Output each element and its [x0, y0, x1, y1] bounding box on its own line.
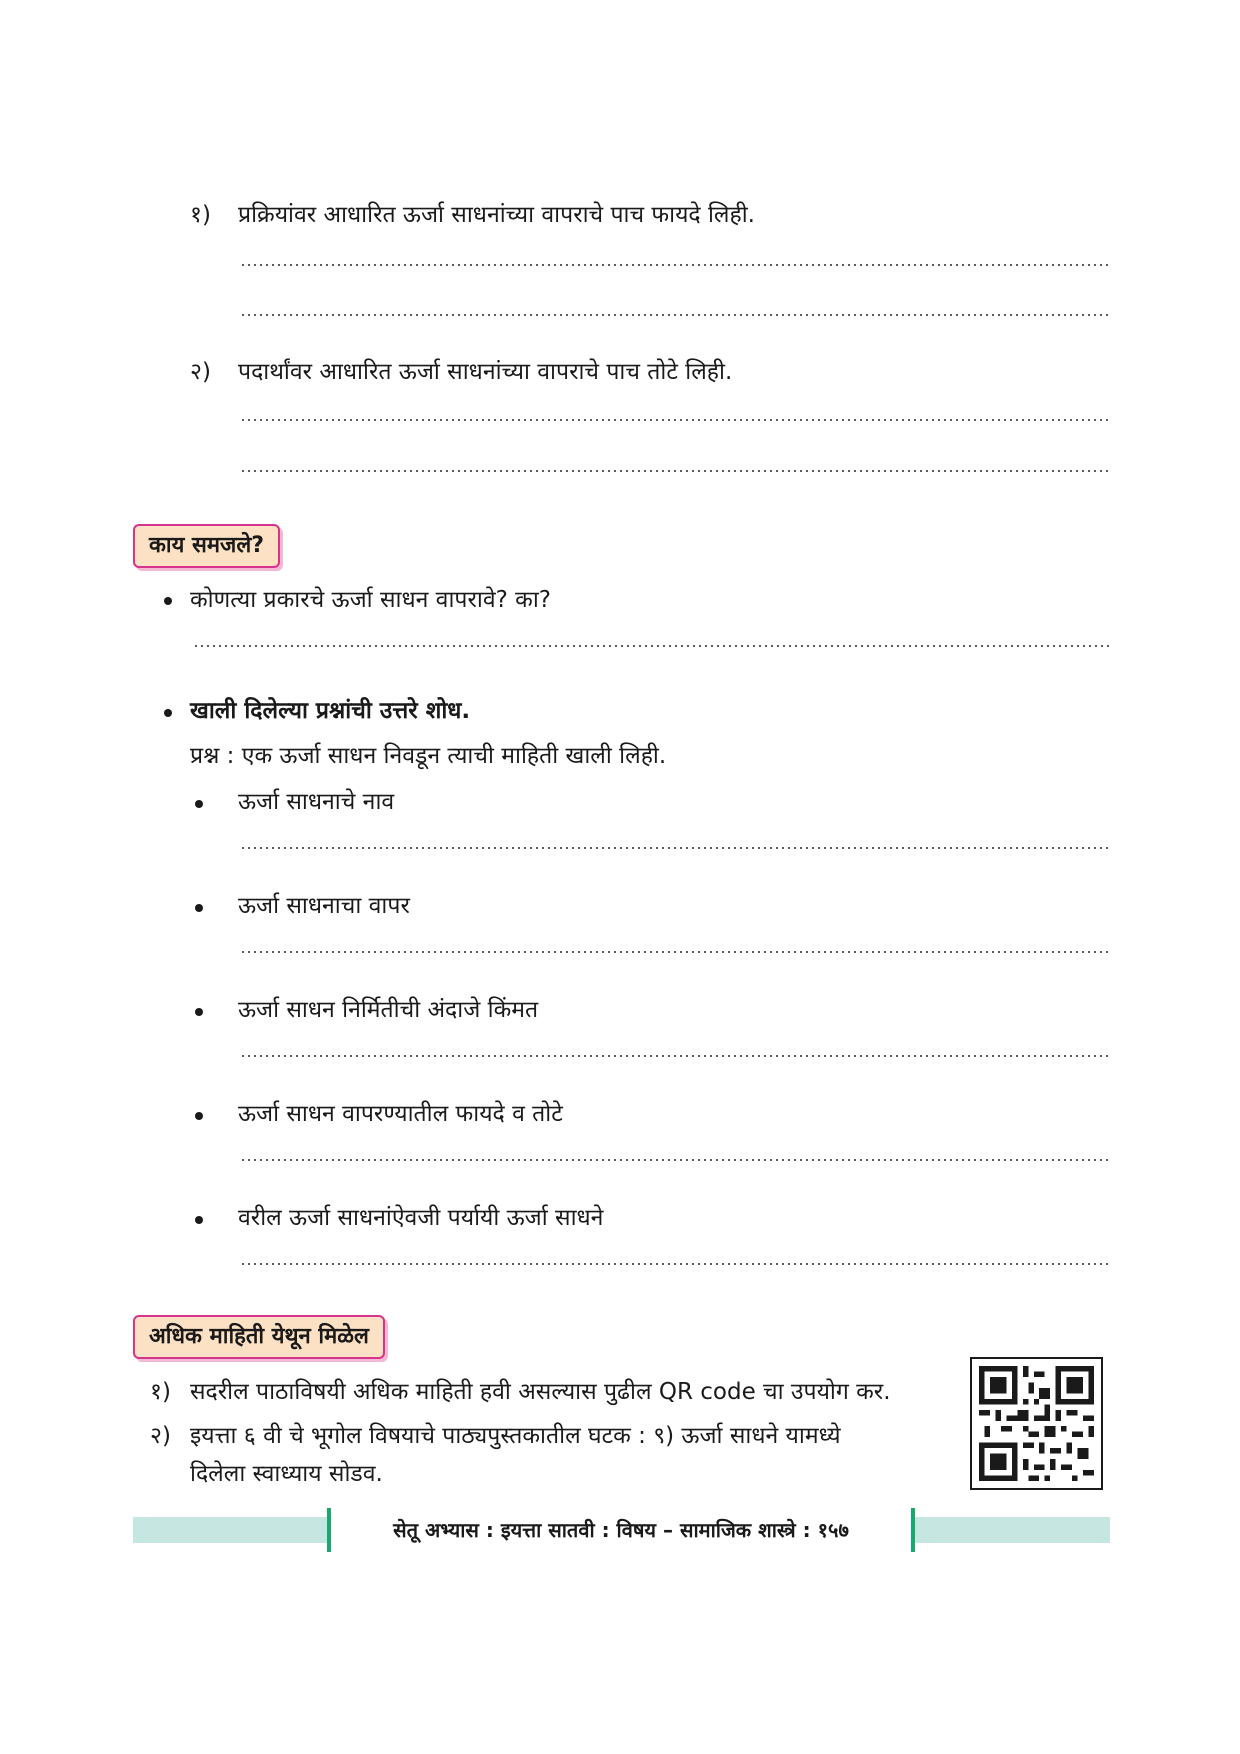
- bullet-icon: [164, 597, 172, 605]
- bullet-icon: [195, 904, 203, 912]
- info-text: इयत्ता ६ वी चे भूगोल विषयाचे पाठ्यपुस्तकातील घटक : ९) ऊर्जा साधने यामध्ये: [190, 1423, 841, 1449]
- bullet-icon: [195, 1008, 203, 1016]
- question-text: प्रक्रियांवर आधारित ऊर्जा साधनांच्या वापराचे पाच फायदे लिही.: [238, 202, 755, 228]
- list-item: ऊर्जा साधनाचा वापर: [238, 893, 410, 919]
- answer-line[interactable]: [193, 645, 1110, 647]
- question-number: २): [190, 359, 211, 385]
- question-number: १): [190, 202, 211, 228]
- section-heading-understood: काय समजले?: [133, 524, 280, 568]
- info-number: १): [150, 1379, 171, 1405]
- bullet-icon: [164, 709, 172, 717]
- find-answers-prompt: प्रश्न : एक ऊर्जा साधन निवडून त्याची माहिती खाली लिही.: [190, 743, 667, 769]
- info-text: सदरील पाठाविषयी अधिक माहिती हवी असल्यास पुढील QR code चा उपयोग कर.: [190, 1379, 891, 1405]
- understood-question: कोणत्या प्रकारचे ऊर्जा साधन वापरावे? का?: [190, 587, 551, 613]
- find-answers-title: खाली दिलेल्या प्रश्नांची उत्तरे शोध.: [190, 698, 471, 724]
- bullet-icon: [195, 1216, 203, 1224]
- answer-line[interactable]: [240, 419, 1110, 421]
- list-item: ऊर्जा साधन निर्मितीची अंदाजे किंमत: [238, 997, 539, 1023]
- page-footer: सेतू अभ्यास : इयत्ता सातवी : विषय – सामाजिक शास्त्रे : १५७: [327, 1508, 915, 1552]
- list-item: ऊर्जा साधन वापरण्यातील फायदे व तोटे: [238, 1101, 563, 1127]
- info-text-continued: दिलेला स्वाध्याय सोडव.: [190, 1461, 383, 1487]
- answer-line[interactable]: [240, 314, 1110, 316]
- bullet-icon: [195, 1112, 203, 1120]
- answer-line[interactable]: [240, 847, 1110, 849]
- question-text: पदार्थांवर आधारित ऊर्जा साधनांच्या वापराचे पाच तोटे लिही.: [238, 359, 733, 385]
- list-item: वरील ऊर्जा साधनांऐवजी पर्यायी ऊर्जा साधने: [238, 1205, 604, 1231]
- answer-line[interactable]: [240, 470, 1110, 472]
- section-heading-more-info: अधिक माहिती येथून मिळेल: [133, 1315, 385, 1359]
- info-number: २): [150, 1423, 171, 1449]
- bullet-icon: [195, 800, 203, 808]
- answer-line[interactable]: [240, 1055, 1110, 1057]
- qr-code-icon[interactable]: [970, 1357, 1103, 1490]
- answer-line[interactable]: [240, 1263, 1110, 1265]
- answer-line[interactable]: [240, 264, 1110, 266]
- list-item: ऊर्जा साधनाचे नाव: [238, 789, 395, 815]
- answer-line[interactable]: [240, 951, 1110, 953]
- answer-line[interactable]: [240, 1159, 1110, 1161]
